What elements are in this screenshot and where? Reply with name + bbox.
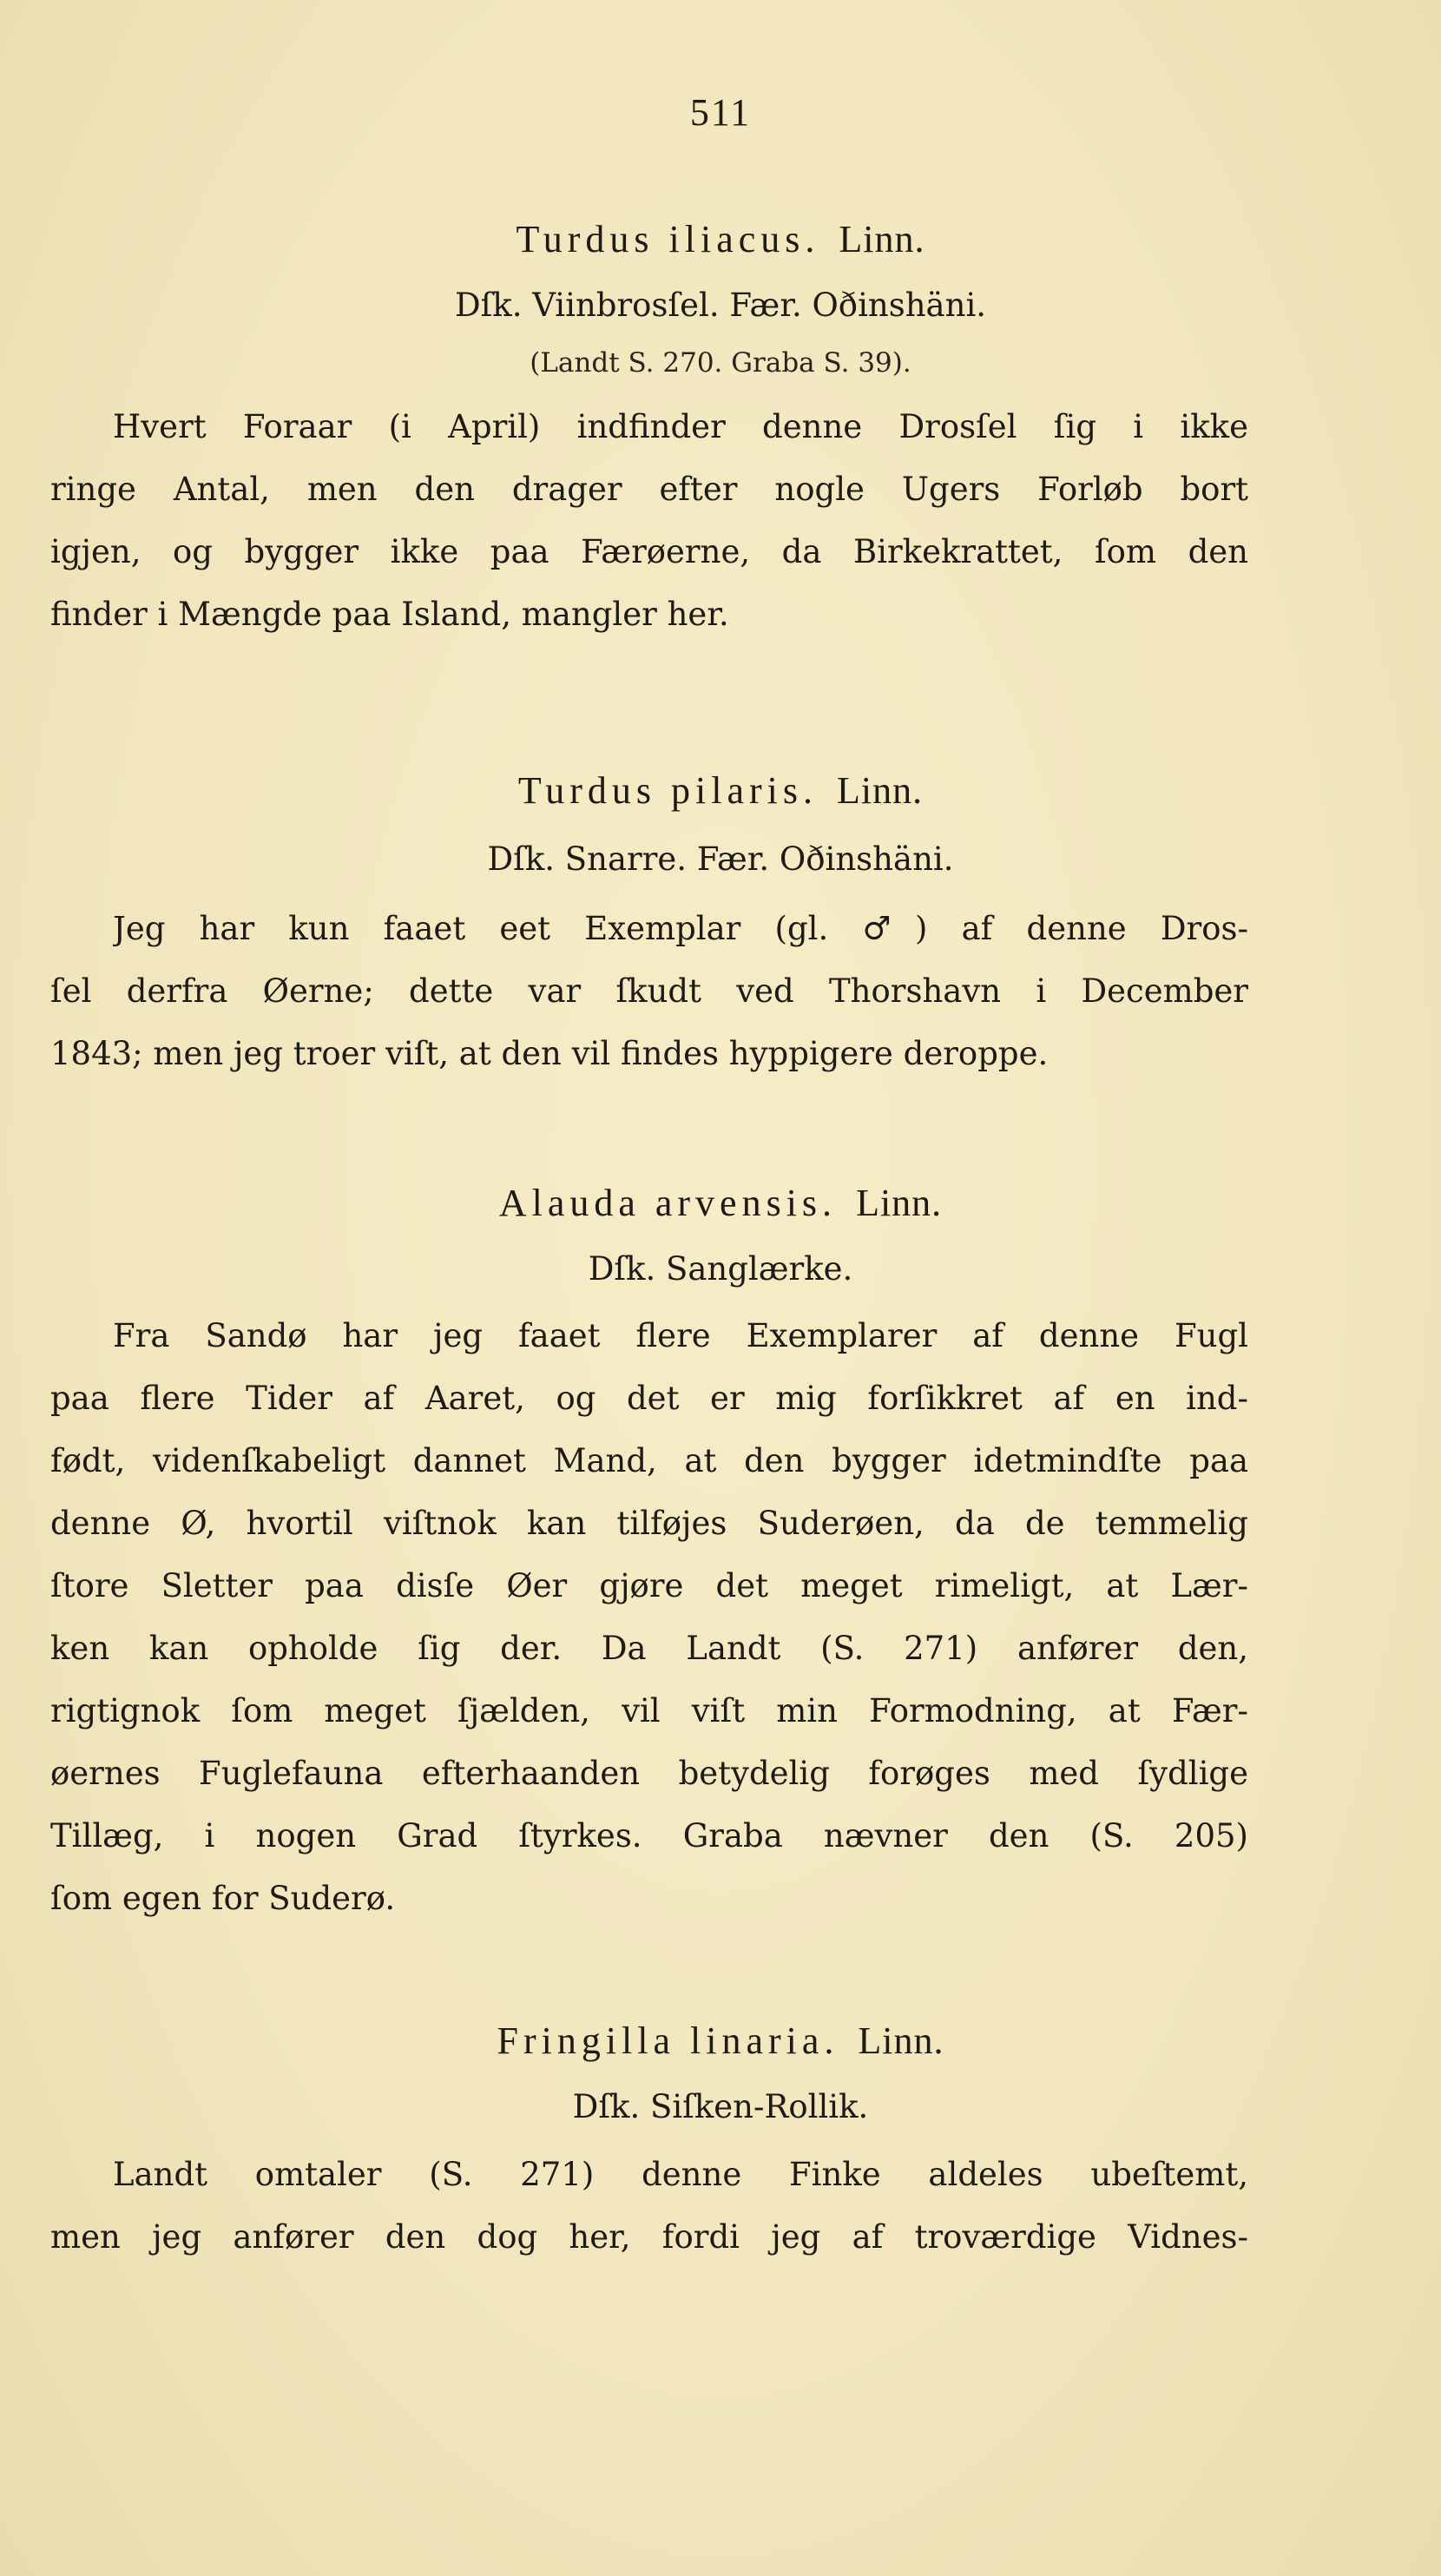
common-names: Dſk. Siſken-Rollik. (572, 2088, 869, 2125)
literature-references: (Landt S. 270. Graba S. 39). (530, 347, 911, 379)
text-line: født, videnſkabeligt dannet Mand, at den bygger idetmindſte paa (50, 1442, 1248, 1479)
text-line: øernes Fuglefauna efterhaanden betydelig forøges med ſydlige (50, 1755, 1248, 1792)
text-line: 1843; men jeg troer viſt, at den vil findes hyppigere deroppe. (50, 1035, 1049, 1072)
species-author: Linn. (839, 218, 925, 260)
text-line: men jeg anfører den dog her, fordi jeg af troværdige Vidnes- (50, 2218, 1248, 2256)
species-author: Linn. (858, 2019, 944, 2062)
species-name: Turdus iliacus. (516, 218, 820, 260)
species-name: Alauda arvensis. (498, 1182, 838, 1224)
species-heading-turdus-iliacus (0, 217, 1441, 261)
text-line: ſel derfra Øerne; dette var ſkudt ved Thorshavn i December (50, 972, 1248, 1010)
species-name: Turdus pilaris. (517, 769, 818, 812)
text-line: ken kan opholde ſig der. Da Landt (S. 271) anfører den, (50, 1630, 1248, 1667)
species-author: Linn. (836, 769, 924, 812)
text-line: denne Ø, hvortil viſtnok kan tilføjes Suderøen, da de temmelig (50, 1505, 1248, 1542)
text-line: ſom egen for Suderø. (50, 1880, 396, 1917)
common-names: Dſk. Snarre. Fær. Oðinshäni. (487, 840, 954, 878)
species-heading-alauda-arvensis (0, 1181, 1441, 1225)
text-line: igjen, og bygger ikke paa Færøerne, da Birkekrattet, ſom den (50, 533, 1248, 570)
species-heading-fringilla-linaria (0, 2019, 1441, 2063)
text-line: paa flere Tider af Aaret, og det er mig forſikkret af en ind- (50, 1380, 1248, 1417)
text-line: Landt omtaler (S. 271) denne Finke aldeles ubeſtemt, (113, 2156, 1248, 2193)
text-line: Hvert Foraar (i April) indfinder denne Drosſel ſig i ikke (113, 408, 1248, 445)
page-number: 511 (689, 91, 752, 134)
text-line: ringe Antal, men den drager efter nogle Ugers Forløb bort (50, 471, 1248, 508)
text-line: Tillæg, i nogen Grad ſtyrkes. Graba nævner den (S. 205) (50, 1817, 1248, 1855)
text-line: finder i Mængde paa Island, mangler her. (50, 596, 729, 633)
species-heading-turdus-pilaris (0, 768, 1441, 813)
species-author: Linn. (856, 1182, 943, 1224)
common-names: Dſk. Sanglærke. (588, 1250, 853, 1288)
text-line: rigtignok ſom meget ſjælden, vil viſt min Formodning, at Fær- (50, 1692, 1248, 1729)
common-names: Dſk. Viinbrosſel. Fær. Oðinshäni. (454, 287, 987, 324)
text-line: Jeg har kun faaet eet Exemplar (gl. ♂) af denne Dros- (113, 910, 1248, 947)
text-line: ſtore Sletter paa disſe Øer gjøre det meget rimeligt, at Lær- (50, 1567, 1248, 1604)
text-line: Fra Sandø har jeg faaet flere Exemplarer af denne Fugl (113, 1317, 1248, 1354)
species-name: Fringilla linaria. (497, 2019, 839, 2062)
